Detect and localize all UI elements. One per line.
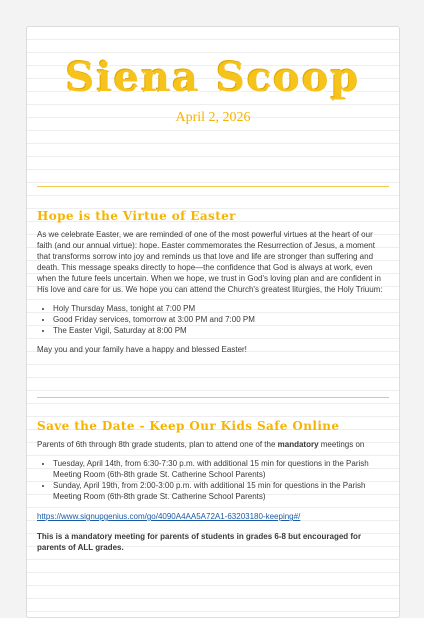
- mandatory-note: This is a mandatory meeting for parents of students in grades 6-8 but encouraged for parents of ALL grades.: [37, 532, 362, 552]
- newsletter-card: [26, 26, 400, 618]
- closing-text: May you and your family have a happy and blessed Easter!: [37, 345, 247, 354]
- section-title: Hope is the Virtue of Easter: [37, 209, 236, 223]
- list-item: • Holy Thursday Mass, tonight at 7:00 PM: [53, 303, 389, 314]
- list-item: • Tuesday, April 14th, from 6:30-7:30 p.m. with additional 15 min for questions in the Parish Meeting Room (6th-8th grade St. Catherine School Parents): [53, 458, 389, 480]
- divider: [37, 397, 389, 398]
- list-item: • Good Friday services, tomorrow at 3:00 PM and 7:00 PM: [53, 314, 389, 325]
- newsletter-title: Siena Scoop: [65, 54, 361, 101]
- list-item: • The Easter Vigil, Saturday at 8:00 PM: [53, 325, 389, 336]
- intro-text: meetings on: [318, 440, 365, 449]
- signup-link[interactable]: https://www.signupgenius.com/go/4090A4AA5A72A1-63203180-keeping#/: [37, 512, 301, 521]
- newsletter-date: April 2, 2026: [175, 110, 251, 125]
- section-online-safety: [37, 419, 389, 561]
- section-paragraph: As we celebrate Easter, we are reminded of one of the most powerful virtues at the heart of our faith (and our annual virtue): hope. Easter commemorates the Resurrection of Jesus, a moment that transforms sorrow into joy and reminds us that love and life are stronger than suffering and death. This message speaks directly to hope—the confidence that God is always at work, even when the future feels uncertain. When we hope, we trust in God's loving plan and are confident in His love and care for us. We hope you can attend the Church's greatest liturgies, the Holy Triuum:: [37, 230, 383, 294]
- section-title: Save the Date - Keep Our Kids Safe Online: [37, 419, 340, 433]
- divider: [37, 186, 389, 187]
- list-item: • Sunday, April 19th, from 2:00-3:00 p.m. with additional 15 min for questions in the Parish Meeting Room (6th-8th grade St. Catherine School Parents): [53, 480, 389, 502]
- section-paragraph: [37, 439, 389, 450]
- section-hope: [37, 209, 389, 363]
- intro-text: Parents of 6th through 8th grade students, plan to attend one of the: [37, 440, 278, 449]
- meeting-list: [37, 458, 389, 502]
- intro-emphasis: mandatory: [277, 440, 319, 449]
- liturgy-list: [37, 303, 389, 336]
